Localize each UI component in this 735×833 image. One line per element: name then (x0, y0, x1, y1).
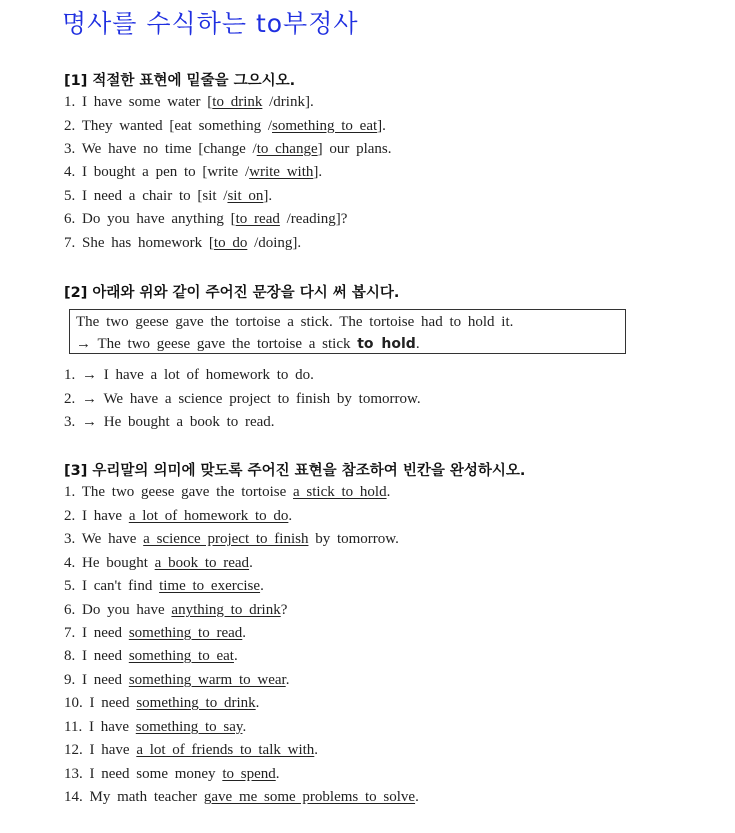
item-text: 6. Do you have (64, 602, 172, 618)
section3-item (64, 786, 419, 808)
section3-item (64, 692, 259, 714)
item-text: /doing]. (247, 235, 302, 251)
item-text: 10. I need (64, 695, 137, 711)
section3-item (64, 599, 287, 621)
item-text: . (415, 336, 420, 352)
item-text: 5. I need a chair to [sit / (64, 188, 228, 204)
item-text: . (249, 555, 253, 571)
section3-item (64, 481, 390, 503)
underlined-answer: anything to drink (171, 602, 281, 618)
item-text: 7. I need (64, 625, 129, 641)
section3-item (64, 669, 289, 691)
section3-item (64, 716, 246, 738)
section3-item (64, 645, 238, 667)
item-text: . (415, 789, 419, 805)
underlined-answer: gave me some problems to solve (203, 789, 416, 805)
section3-item (64, 575, 264, 597)
item-text: . (314, 742, 319, 758)
item-text: 3. We have no time [change / (64, 141, 257, 157)
underlined-answer: to change (256, 141, 318, 157)
section3-item (64, 763, 279, 785)
underlined-answer: write with (249, 164, 314, 180)
underlined-answer: time to exercise (159, 578, 261, 594)
underlined-answer: a book to read (154, 555, 250, 571)
section2-item: 3. → He bought a book to read. (64, 414, 275, 430)
section1-item (64, 138, 392, 160)
section2-item: 1. → I have a lot of homework to do. (64, 367, 314, 383)
item-text: 11. I have (64, 719, 136, 735)
section2-heading: [2] 아래와 위와 같이 주어진 문장을 다시 써 봅시다. (64, 285, 400, 301)
underlined-answer: something warm to wear (128, 672, 286, 688)
item-text: /drink]. (262, 94, 314, 110)
item-text: 9. I need (64, 672, 129, 688)
item-text: → The two geese gave the tortoise a stick (76, 336, 358, 352)
section3-heading: [3] 우리말의 의미에 맞도록 주어진 표현을 참조하여 빈칸을 완성하시오. (64, 463, 526, 479)
underlined-answer: something to eat (128, 648, 234, 664)
underlined-answer: to read (235, 211, 280, 227)
item-text: ] our plans. (317, 141, 392, 157)
item-text: by tomorrow. (308, 531, 399, 547)
section1-item (64, 185, 272, 207)
section3-item (64, 739, 318, 761)
item-text: 2. I have (64, 508, 129, 524)
item-text: . (275, 766, 280, 782)
item-text: 5. I can't find (64, 578, 160, 594)
item-text: 13. I need some money (64, 766, 223, 782)
section1-item (64, 115, 386, 137)
item-text: 14. My math teacher (64, 789, 204, 805)
item-text: /reading]? (279, 211, 348, 227)
item-text: . (285, 672, 290, 688)
section1-item (64, 161, 322, 183)
item-text: 4. He bought (64, 555, 155, 571)
underlined-answer: something to read (128, 625, 243, 641)
item-text: 6. Do you have anything [ (64, 211, 236, 227)
item-text: 2. They wanted [eat something / (64, 118, 273, 134)
section1-heading: [1] 적절한 표현에 밑줄을 그으시오. (64, 73, 296, 89)
item-text: . (260, 578, 264, 594)
item-text: . (386, 484, 391, 500)
item-text: ]. (263, 188, 273, 204)
underlined-answer: something to drink (136, 695, 256, 711)
section1-item (64, 232, 301, 254)
section1-item (64, 91, 314, 113)
example-line (76, 333, 420, 355)
section3-item (64, 622, 246, 644)
item-text: . (242, 625, 247, 641)
section1-item (64, 208, 347, 230)
item-text: . (288, 508, 293, 524)
underlined-answer: a science project to finish (143, 531, 309, 547)
item-text: 8. I need (64, 648, 129, 664)
item-text: ]. (377, 118, 386, 134)
item-text: ? (280, 602, 288, 618)
item-text: 3. We have (64, 531, 144, 547)
section3-item (64, 505, 292, 527)
item-text: 7. She has homework [ (64, 235, 214, 251)
item-text: ]. (313, 164, 323, 180)
page-title: 명사를 수식하는 to부정사 (62, 9, 359, 38)
underlined-answer: to drink (212, 94, 263, 110)
item-text: . (255, 695, 260, 711)
item-text: . (233, 648, 238, 664)
item-text: 12. I have (64, 742, 137, 758)
item-text: 1. I have some water [ (64, 94, 213, 110)
example-line: The two geese gave the tortoise a stick. The tortoise had to hold it. (76, 314, 514, 330)
section2-item: 2. → We have a science project to finish by tomorrow. (64, 391, 421, 407)
underlined-answer: a lot of friends to talk with (136, 742, 315, 758)
section3-item (64, 528, 399, 550)
underlined-answer: a lot of homework to do (128, 508, 289, 524)
item-text: 4. I bought a pen to [write / (64, 164, 250, 180)
bold-answer: to hold (357, 336, 416, 352)
underlined-answer: to spend (222, 766, 276, 782)
section3-item (64, 552, 253, 574)
item-text: 1. The two geese gave the tortoise (64, 484, 293, 500)
underlined-answer: something to say (135, 719, 243, 735)
example-box (69, 309, 626, 354)
underlined-answer: to do (213, 235, 248, 251)
underlined-answer: sit on (227, 188, 264, 204)
underlined-answer: something to eat (272, 118, 378, 134)
item-text: . (242, 719, 247, 735)
underlined-answer: a stick to hold (293, 484, 387, 500)
